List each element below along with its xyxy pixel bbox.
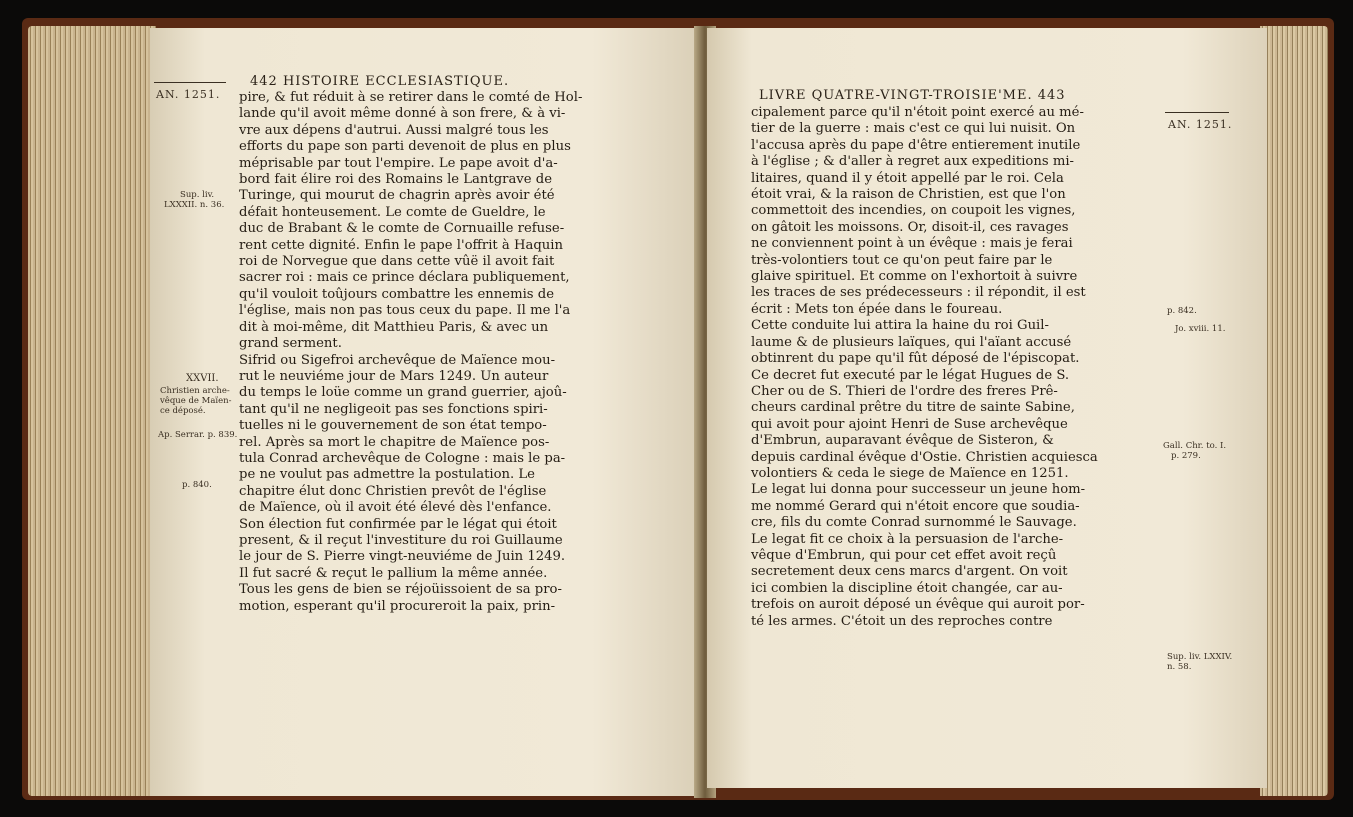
text-line: Le legat lui donna pour successeur un jeune hom-	[751, 482, 1086, 498]
text-line: Ce decret fut executé par le légat Hugues de S.	[751, 367, 1070, 383]
text-line: défait honteusement. Le comte de Gueldre, le	[239, 204, 546, 220]
text-line: ici combien la discipline étoit changée, car au-	[751, 580, 1063, 596]
margin-note: n. 58.	[1167, 662, 1192, 672]
text-line: écrit : Mets ton épée dans le foureau.	[751, 301, 1003, 317]
page-edges-left	[28, 26, 156, 796]
text-line: rent cette dignité. Enfin le pape l'offrit à Haquin	[239, 237, 563, 253]
text-line: roi de Norvegue que dans cette vûë il avoit fait	[239, 254, 555, 270]
margin-note: p. 279.	[1171, 451, 1201, 461]
text-line: motion, esperant qu'il procureroit la paix, prin-	[239, 598, 556, 614]
text-line: tier de la guerre : mais c'est ce qui lui nuisit. On	[751, 121, 1076, 137]
right-page	[707, 28, 1267, 788]
margin-note: Sup. liv.	[180, 190, 215, 200]
text-line: vre aux dépens d'autrui. Aussi malgré tous les	[239, 122, 549, 138]
text-line: secretement deux cens marcs d'argent. On voit	[751, 564, 1068, 580]
book	[22, 18, 1334, 800]
text-line: pire, & fut réduit à se retirer dans le comté de Hol-	[239, 90, 583, 105]
text-line: qu'il vouloit toûjours combattre les ennemis de	[239, 286, 554, 302]
text-line: litaires, quand il y étoit appellé par le roi. Cela	[751, 170, 1064, 186]
text-line: Cher ou de S. Thieri de l'ordre des freres Prê-	[751, 383, 1058, 399]
year-label: AN. 1251.	[1168, 118, 1233, 131]
page-header: 442 HISTOIRE ECCLESIASTIQUE.	[250, 74, 510, 89]
margin-note: Gall. Chr. to. I.	[1163, 441, 1227, 451]
text-line: tant qu'il ne negligeoit pas ses fonctions spiri-	[239, 401, 548, 417]
page-edges-right	[1260, 26, 1328, 796]
text-line: Le legat fit ce choix à la persuasion de l'arche-	[751, 531, 1064, 547]
text-line: ne conviennent point à un évêque : mais je ferai	[751, 236, 1073, 252]
text-line: l'église, mais non pas tous ceux du pape. Il me l'a	[239, 303, 571, 319]
text-line: Cette conduite lui attira la haine du roi Guil-	[751, 318, 1049, 334]
text-line: me nommé Gerard qui n'étoit encore que soudia-	[751, 498, 1080, 514]
text-line: grand serment.	[239, 336, 342, 352]
text-line: cipalement parce qu'il n'étoit point exercé au mé-	[751, 105, 1084, 120]
text-line: tula Conrad archevêque de Cologne : mais le pa-	[239, 450, 566, 466]
text-line: le jour de S. Pierre vingt-neuviéme de Juin 1249.	[239, 549, 566, 565]
text-line: lande qu'il avoit même donné à son frere, & à vi-	[239, 106, 566, 122]
text-line: méprisable par tout l'empire. Le pape avoit d'a-	[239, 155, 558, 171]
text-line: l'accusa après du pape d'être entierement inutile	[751, 137, 1081, 153]
text-line: chapitre élut donc Christien prevôt de l'église	[239, 483, 547, 499]
text-line: on gâtoit les moissons. Or, disoit-il, ces ravages	[751, 219, 1069, 235]
text-line: dit à moi-même, dit Matthieu Paris, & avec un	[239, 319, 549, 335]
margin-note: vêque de Maïen-	[160, 396, 232, 406]
text-line: volontiers & ceda le siege de Maïence en 1251.	[751, 465, 1069, 481]
margin-note: p. 840.	[182, 480, 212, 490]
text-line: à l'église ; & d'aller à regret aux expeditions mi-	[751, 154, 1074, 170]
year-label: AN. 1251.	[156, 88, 221, 101]
left-page	[150, 28, 703, 796]
text-line: très-volontiers tout ce qu'on peut faire par le	[751, 252, 1053, 268]
text-line: cre, fils du comte Conrad surnommé le Sauvage.	[751, 515, 1077, 531]
text-line: laume & de plusieurs laïques, qui l'aïant accusé	[751, 334, 1072, 350]
text-line: vêque d'Embrun, qui pour cet effet avoit reçû	[751, 547, 1057, 563]
text-line: pe ne voulut pas admettre la postulation. Le	[239, 467, 535, 483]
text-line: present, & il reçut l'investiture du roi Guillaume	[239, 532, 563, 548]
text-line: duc de Brabant & le comte de Cornuaille refuse-	[239, 221, 565, 237]
text-line: les traces de ses prédecesseurs : il répondit, il est	[751, 285, 1086, 301]
text-line: cheurs cardinal prêtre du titre de sainte Sabine,	[751, 400, 1075, 416]
right-page-body	[751, 105, 1098, 630]
left-page-body	[239, 90, 582, 615]
text-line: té les armes. C'étoit un des reproches contre	[751, 613, 1053, 629]
text-line: Sifrid ou Sigefroi archevêque de Maïence mou-	[239, 352, 556, 368]
text-line: bord fait élire roi des Romains le Lantgrave de	[239, 172, 553, 188]
margin-rule	[1165, 112, 1229, 113]
text-line: étoit vrai, & la raison de Christien, est que l'on	[751, 187, 1066, 203]
text-line: qui avoit pour ajoint Henri de Suse archevêque	[751, 416, 1068, 432]
text-line: rel. Après sa mort le chapitre de Maïence pos-	[239, 434, 550, 450]
page-header: LIVRE QUATRE-VINGT-TROISIE'ME. 443	[759, 88, 1066, 103]
text-line: efforts du pape son parti devenoit de plus en plus	[239, 139, 571, 155]
text-line: du temps le loüe comme un grand guerrier, ajoû-	[239, 385, 567, 401]
text-line: obtinrent du pape qu'il fût déposé de l'épiscopat.	[751, 351, 1080, 367]
margin-note: Christien arche-	[160, 386, 230, 396]
text-line: glaive spirituel. Et comme on l'exhortoit à suivre	[751, 269, 1078, 285]
text-line: Son élection fut confirmée par le légat qui étoit	[239, 516, 557, 532]
margin-note: LXXXII. n. 36.	[164, 200, 225, 210]
text-line: de Maïence, où il avoit été élevé dès l'enfance.	[239, 500, 552, 516]
margin-note: Sup. liv. LXXIV.	[1167, 652, 1233, 662]
margin-rule	[154, 82, 226, 83]
text-line: sacrer roi : mais ce prince déclara publiquement,	[239, 270, 570, 286]
margin-note: p. 842.	[1167, 306, 1197, 316]
margin-note: ce déposé.	[160, 406, 206, 416]
text-line: Tous les gens de bien se réjoüissoient de sa pro-	[239, 582, 562, 598]
text-line: Il fut sacré & reçut le pallium la même année.	[239, 565, 548, 581]
text-line: commettoit des incendies, on coupoit les vignes,	[751, 203, 1076, 219]
text-line: Turinge, qui mourut de chagrin après avoir été	[239, 188, 555, 204]
text-line: tuelles ni le gouvernement de son état tempo-	[239, 418, 547, 434]
margin-note: Jo. xviii. 11.	[1175, 324, 1226, 334]
margin-note: Ap. Serrar. p. 839.	[158, 430, 238, 440]
text-line: trefois on auroit déposé un évêque qui auroit por-	[751, 597, 1085, 613]
text-line: rut le neuviéme jour de Mars 1249. Un auteur	[239, 368, 549, 384]
margin-note: XXVII.	[186, 373, 219, 384]
text-line: d'Embrun, auparavant évêque de Sisteron, &	[751, 433, 1054, 449]
text-line: depuis cardinal évêque d'Ostie. Christien acquiesca	[751, 449, 1098, 465]
